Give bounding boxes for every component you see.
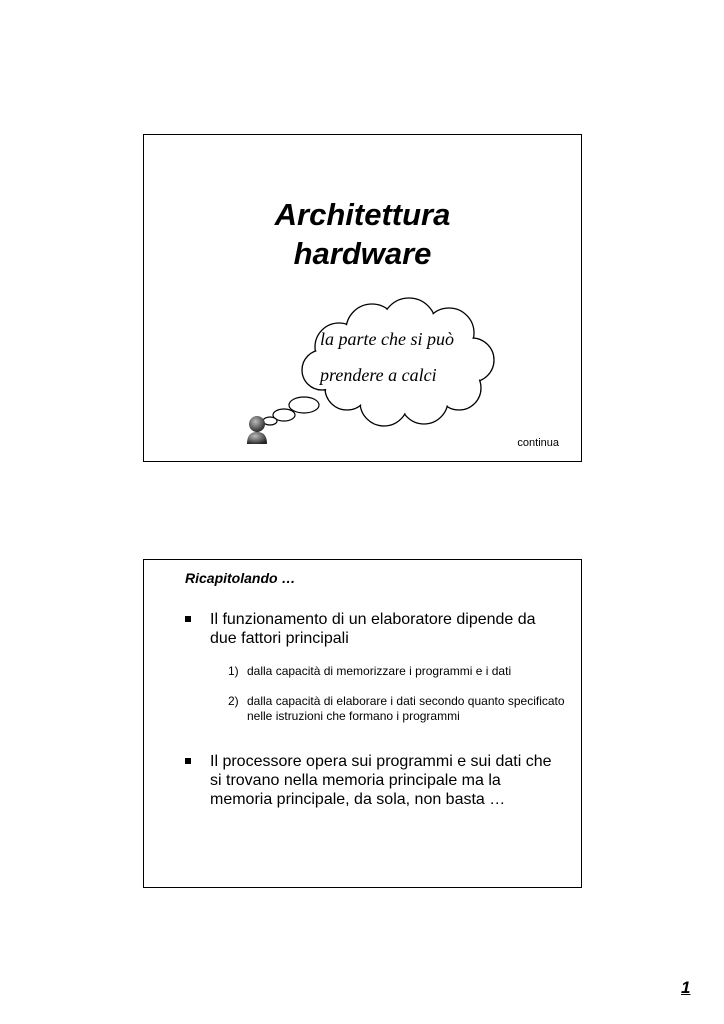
cloud-line-1: la parte che si può (320, 329, 454, 349)
bullet-text: Il funzionamento di un elaboratore dipende da due fattori principali (210, 611, 536, 647)
square-bullet-icon (185, 616, 191, 622)
continua-link[interactable]: continua (517, 437, 559, 449)
cloud-text (320, 321, 490, 393)
slide-architettura-hardware (143, 134, 582, 462)
subitem-text: dalla capacità di memorizzare i programmi e i dati (247, 664, 512, 678)
bullet-item (185, 610, 565, 648)
title-line-1: Architettura (274, 197, 451, 232)
title-line-2: hardware (293, 236, 432, 271)
subitem (228, 664, 568, 679)
bullet-text: Il processore opera sui programmi e sui dati che si trovano nella memoria principale ma la memoria principale, da sola, non basta … (210, 753, 552, 808)
slide-title (144, 195, 581, 273)
cloud-line-2: prendere a calci (320, 365, 437, 385)
subitem (228, 694, 568, 724)
slide-ricapitolando (143, 559, 582, 888)
slide-heading: Ricapitolando … (185, 570, 296, 586)
subitem-number: 1) (228, 664, 239, 678)
square-bullet-icon (185, 758, 191, 764)
subitem-number: 2) (228, 694, 239, 708)
person-icon (244, 413, 270, 445)
subitem-text: dalla capacità di elaborare i dati secondo quanto specificato nelle istruzioni che formano i programmi (247, 694, 565, 723)
page-number: 1 (681, 978, 691, 997)
bullet-item (185, 752, 565, 809)
